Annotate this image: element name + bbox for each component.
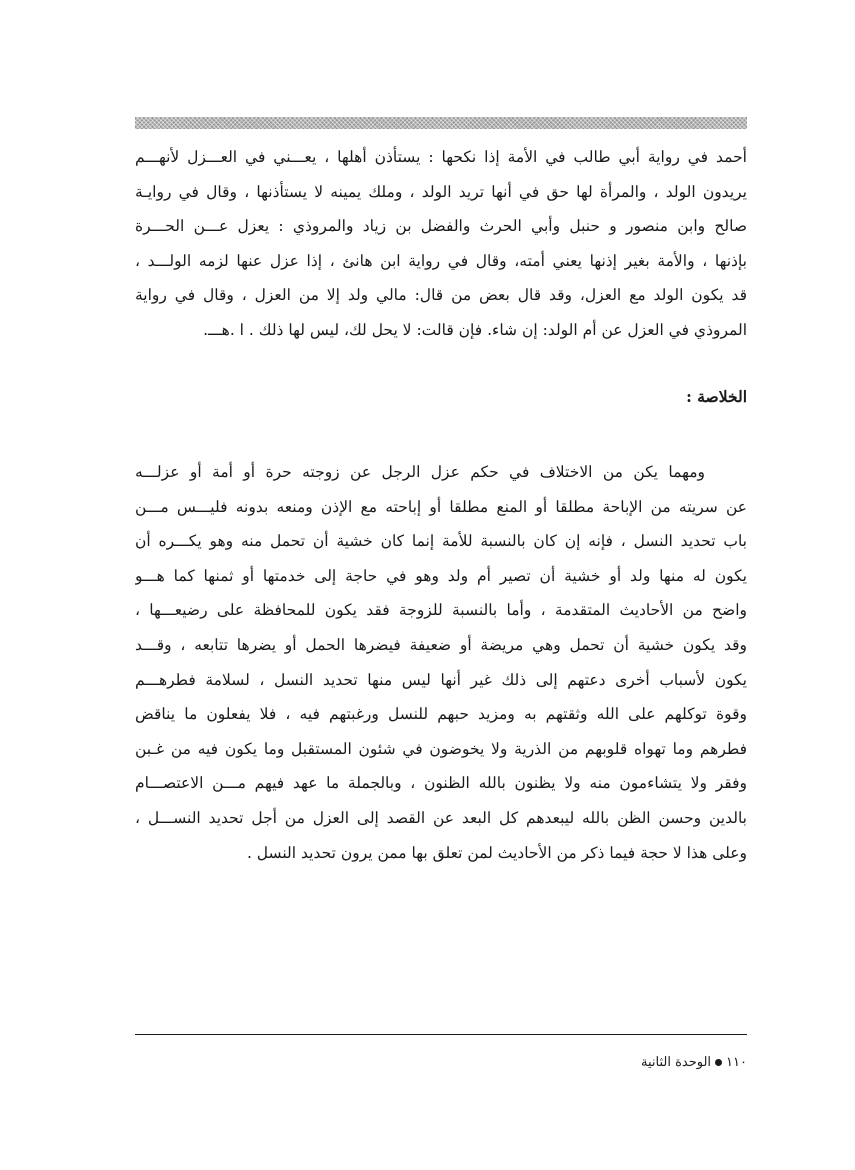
- section-title: الوحدة الثانية: [640, 1055, 712, 1070]
- text-line: وعلى هذا لا حجة فيما ذكر من الأحاديث لمن تعلق بها ممن يرون تحديد النسل .: [246, 843, 747, 862]
- text-line: ومهما يكن من الاختلاف في حكم عزل الرجل عن زوجته حرة أو أمة أو عزلـــه: [135, 463, 705, 481]
- text-line: صالح وابن منصور و حنبل وأبي الحرث والفضل بن زياد والمروذي : يعزل عـــن الحـــرة: [135, 217, 747, 236]
- text-line: أحمد في رواية أبي طالب في الأمة إذا نكحها : يستأذن أهلها ، يعـــني في العـــزل لأنهـــم: [135, 148, 747, 166]
- text-line: يكون له منها ولد أو خشية أن تصير أم ولد وهو في حاجة إلى خدمتها أو ثمنها كما هـــو: [135, 566, 747, 585]
- text-line: فطرهم وما تهواه قلوبهم من الذرية ولا يخوضون في شئون المستقبل وما يكون فيه من غـبن: [135, 739, 747, 758]
- page-footer: [641, 1054, 747, 1072]
- body-paragraph-2: [135, 455, 747, 870]
- text-line: وفقر ولا يتشاءمون منه ولا يظنون بالله الظنون ، وبالجملة ما عهد فيهم مـــن الاعتصـــام: [135, 774, 747, 793]
- body-paragraph-1: [135, 140, 747, 348]
- text-line: واضح من الأحاديث المتقدمة ، وأما بالنسبة للزوجة فقد يكون للمحافظة على رضيعـــها ،: [135, 601, 747, 620]
- page-number: ١١٠: [726, 1055, 747, 1070]
- text-line: يريدون الولد ، والمرأة لها حق في أنها تريد الولد ، وملك يمينه لا يستأذنها ، وقال في روايـة: [135, 182, 747, 201]
- text-line: بإذنها ، والأمة بغير إذنها يعني أمته، وقال في رواية ابن هانئ ، إذا عزل عنها لزمه الولـــد ،: [135, 251, 747, 270]
- header-decorative-band: [135, 117, 747, 129]
- section-heading: الخلاصة :: [686, 387, 747, 406]
- text-line: قد يكون الولد مع العزل، وقد قال بعض من قال: مالي ولد إلا من العزل ، وقال في رواية: [135, 286, 747, 305]
- text-line: المروذي في العزل عن أم الولد: إن شاء. فإن قالت: لا يحل لك، ليس لها ذلك . ا .هـــ.: [203, 320, 747, 339]
- text-line: وقوة توكلهم على الله وثقتهم به ومزيد حبهم للنسل ورغبتهم فيه ، فلا يفعلون ما يناقض: [135, 705, 747, 724]
- text-line: وقد يكون خشية أن تحمل وهي مريضة أو ضعيفة فيضرها الحمل أو يضرها تتابعه ، وقـــد: [135, 635, 747, 654]
- text-line: بالدين وحسن الظن بالله ليبعدهم كل البعد عن القصد إلى العزل من أجل تحديد النســـل ،: [135, 808, 747, 827]
- text-line: يكون لأسباب أخرى دعتهم إلى ذلك غير أنها ليس منها تحديد النسل ، لسلامة فطرهـــم: [135, 670, 747, 689]
- text-line: عن سريته من الإباحة مطلقا أو المنع مطلقا أو إباحته مع الإذن ومنعه بدونه فليـــس مـــن: [135, 497, 747, 516]
- text-line: باب تحديد النسل ، فإنه إن كان بالنسبة للأمة إنما كان خشية أن تحمل منه وهو يكـــره أن: [135, 532, 747, 551]
- bullet-icon: [715, 1059, 722, 1066]
- footer-rule: [135, 1034, 747, 1035]
